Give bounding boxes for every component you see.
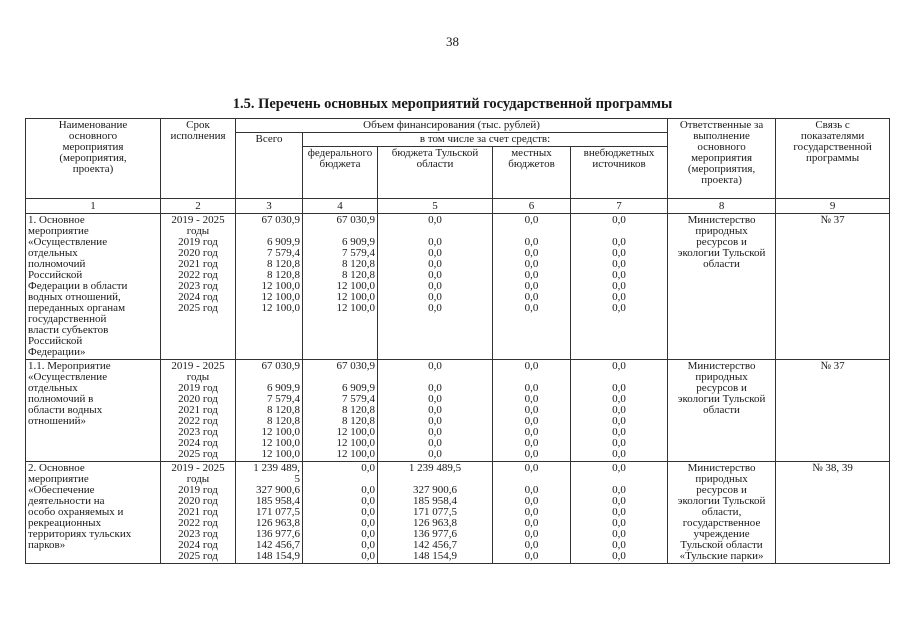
cell-line: экологии Тульской	[677, 247, 766, 259]
cell-line: 0,0	[361, 550, 375, 562]
term-cell	[161, 214, 236, 360]
cell-line: 5	[294, 473, 300, 485]
cell-line: 0,0	[428, 382, 442, 394]
header-line: (мероприятия,	[59, 152, 127, 164]
cell-line: Российской	[28, 269, 83, 281]
cell-line: 2025 год	[178, 448, 218, 460]
cell-line: ресурсов и	[696, 236, 747, 248]
cell-line: 0,0	[524, 448, 539, 460]
header-line: федерального	[307, 147, 373, 159]
cell-line: 2020 год	[178, 495, 218, 507]
cell-line: 0,0	[524, 291, 539, 303]
column-number: 7	[571, 199, 668, 214]
link-cell	[776, 462, 890, 564]
cell-line: 2023 год	[178, 528, 218, 540]
header-regional	[378, 147, 493, 199]
total-cell	[236, 214, 303, 360]
cell-line: 0,0	[612, 360, 626, 372]
cell-line: 0,0	[428, 280, 442, 292]
cell-line: 2020 год	[178, 393, 218, 405]
cell-line: 0,0	[524, 550, 539, 562]
cell-line: 0,0	[612, 269, 626, 281]
header-line: проекта)	[701, 174, 742, 186]
cell-line: 0,0	[428, 291, 442, 303]
header-line: Ответственные за	[679, 119, 764, 131]
cell-line: 0,0	[361, 506, 375, 518]
column-number: 2	[161, 199, 236, 214]
cell-line: 2025 год	[178, 302, 218, 314]
header-line: выполнение	[693, 130, 750, 142]
cell-line: 0,0	[428, 437, 442, 449]
cell-line: 0,0	[524, 382, 539, 394]
header-line: внебюджетных	[583, 147, 655, 159]
cell-line: территориях тульских	[28, 528, 132, 540]
cell-line: 2023 год	[178, 280, 218, 292]
header-funding: Объем финансирования (тыс. рублей)	[236, 119, 668, 133]
column-number: 1	[26, 199, 161, 214]
cell-line: 0,0	[612, 506, 626, 518]
responsible-cell	[668, 462, 776, 564]
cell-line: 2019 - 2025	[171, 462, 225, 474]
header-link	[776, 119, 890, 199]
cell-line: 148 154,9	[256, 550, 300, 562]
cell-line: 8 120,8	[342, 415, 375, 427]
cell-line: 0,0	[524, 214, 539, 226]
cell-line: 0,0	[612, 495, 626, 507]
cell-line: 0,0	[428, 258, 442, 270]
cell-line: Федерации в области	[28, 280, 128, 292]
cell-line: мероприятие	[28, 473, 89, 485]
cell-line: 6 909,9	[267, 236, 300, 248]
link-cell	[776, 214, 890, 360]
header-line: бюджета Тульской	[391, 147, 479, 159]
cell-line: 0,0	[612, 550, 626, 562]
header-line: проекта)	[72, 163, 114, 175]
cell-line: 0,0	[524, 426, 539, 438]
cell-line: 0,0	[612, 214, 626, 226]
cell-line: 0,0	[428, 247, 442, 259]
table-row	[26, 214, 890, 360]
cell-line: 0,0	[612, 539, 626, 551]
cell-line: 0,0	[524, 528, 539, 540]
cell-line: 2019 год	[178, 484, 218, 496]
cell-line: 0,0	[612, 393, 626, 405]
cell-line: 12 100,0	[261, 302, 300, 314]
cell-line: 67 030,9	[336, 360, 375, 372]
cell-line: 0,0	[612, 302, 626, 314]
cell-line: 2022 год	[178, 269, 218, 281]
responsible-cell	[668, 214, 776, 360]
cell-line: 8 120,8	[267, 258, 300, 270]
cell-line: 12 100,0	[261, 448, 300, 460]
cell-line: 12 100,0	[336, 437, 375, 449]
cell-line: Тульской области	[680, 539, 763, 551]
cell-line: годы	[186, 473, 210, 485]
cell-line: 6 909,9	[267, 382, 300, 394]
cell-line: 12 100,0	[336, 448, 375, 460]
federal-cell	[303, 360, 378, 462]
cell-line: 0,0	[361, 484, 375, 496]
column-number: 5	[378, 199, 493, 214]
cell-line: мероприятие	[28, 225, 89, 237]
cell-line: 126 963,8	[256, 517, 300, 529]
cell-line: «Тульские парки»	[679, 550, 764, 562]
cell-line: 0,0	[524, 280, 539, 292]
cell-line: 8 120,8	[342, 269, 375, 281]
cell-line: области водных	[28, 404, 103, 416]
header-federal	[303, 147, 378, 199]
extra-cell	[571, 360, 668, 462]
cell-line: рекреационных	[28, 517, 102, 529]
cell-line: 0,0	[612, 247, 626, 259]
cell-line: 185 958,4	[256, 495, 300, 507]
table-body	[26, 214, 890, 564]
page-number: 38	[446, 34, 459, 49]
header-total: Всего	[236, 133, 303, 199]
extra-cell	[571, 214, 668, 360]
header-local	[493, 147, 571, 199]
cell-line: ресурсов и	[696, 484, 747, 496]
responsible-cell	[668, 360, 776, 462]
cell-line: власти субъектов	[28, 324, 109, 336]
cell-line: 136 977,6	[413, 528, 457, 540]
cell-line: 12 100,0	[336, 291, 375, 303]
cell-line: Министерство	[687, 214, 756, 226]
local-cell	[493, 462, 571, 564]
header-line: мероприятия	[691, 152, 753, 164]
cell-line: 2019 год	[178, 236, 218, 248]
cell-line: 2024 год	[178, 437, 218, 449]
cell-line: деятельности на	[28, 495, 105, 507]
column-number-row	[26, 199, 890, 214]
cell-line: 8 120,8	[267, 415, 300, 427]
cell-line: 0,0	[428, 214, 442, 226]
cell-line: 0,0	[428, 448, 442, 460]
cell-line: 12 100,0	[336, 280, 375, 292]
cell-line: годы	[186, 371, 210, 383]
cell-line: 0,0	[524, 484, 539, 496]
header-line: Наименование	[58, 119, 128, 131]
cell-line: 0,0	[612, 448, 626, 460]
cell-line: 0,0	[524, 247, 539, 259]
total-cell	[236, 360, 303, 462]
header-extra	[571, 147, 668, 199]
total-cell	[236, 462, 303, 564]
cell-line: 0,0	[612, 291, 626, 303]
cell-line: «Обеспечение	[28, 484, 95, 496]
cell-line: 0,0	[428, 236, 442, 248]
column-number: 9	[776, 199, 890, 214]
link-cell	[776, 360, 890, 462]
column-number: 3	[236, 199, 303, 214]
cell-line: Российской	[28, 335, 83, 347]
cell-line: 327 900,6	[413, 484, 457, 496]
cell-line: 0,0	[524, 506, 539, 518]
cell-line: 185 958,4	[413, 495, 457, 507]
cell-line: экологии Тульской	[677, 393, 766, 405]
cell-line: 2. Основное	[28, 462, 85, 474]
cell-line: 0,0	[524, 539, 539, 551]
cell-line: 0,0	[361, 462, 375, 474]
local-cell	[493, 214, 571, 360]
cell-line: 327 900,6	[256, 484, 300, 496]
federal-cell	[303, 214, 378, 360]
cell-line: 12 100,0	[336, 302, 375, 314]
cell-line: водных отношений,	[28, 291, 121, 303]
cell-line: 2021 год	[178, 506, 218, 518]
cell-line: Министерство	[687, 462, 756, 474]
cell-line: отдельных	[28, 382, 78, 394]
cell-line: государственное	[682, 517, 761, 529]
cell-line: 0,0	[361, 517, 375, 529]
cell-line: области	[703, 404, 740, 416]
cell-line: 0,0	[361, 495, 375, 507]
header-line: местных	[511, 147, 552, 159]
cell-line: 12 100,0	[261, 437, 300, 449]
cell-line: 0,0	[524, 360, 539, 372]
extra-cell	[571, 462, 668, 564]
cell-line: 2019 год	[178, 382, 218, 394]
cell-line: 2021 год	[178, 404, 218, 416]
cell-line: 7 579,4	[267, 247, 300, 259]
cell-line: 2021 год	[178, 258, 218, 270]
header-line: бюджетов	[508, 158, 555, 170]
header-term	[161, 119, 236, 199]
local-cell	[493, 360, 571, 462]
header-line: основного	[697, 141, 746, 153]
cell-line: 0,0	[524, 415, 539, 427]
cell-line: 2023 год	[178, 426, 218, 438]
cell-line: 2020 год	[178, 247, 218, 259]
column-number: 4	[303, 199, 378, 214]
term-cell	[161, 360, 236, 462]
cell-line: 0,0	[428, 404, 442, 416]
cell-line: 8 120,8	[342, 404, 375, 416]
cell-line: 171 077,5	[256, 506, 300, 518]
cell-line: 0,0	[524, 393, 539, 405]
regional-cell	[378, 462, 493, 564]
cell-line: 0,0	[612, 462, 626, 474]
cell-line: отношений»	[28, 415, 87, 427]
cell-line: 0,0	[612, 280, 626, 292]
cell-line: парков»	[28, 539, 66, 551]
cell-line: 6 909,9	[342, 382, 375, 394]
cell-line: 2019 - 2025	[171, 360, 225, 372]
cell-line: 0,0	[612, 404, 626, 416]
cell-line: области,	[701, 506, 742, 518]
activity-name	[26, 214, 161, 360]
header-line: Срок	[186, 119, 210, 131]
cell-line: 0,0	[612, 258, 626, 270]
header-line: программы	[806, 152, 860, 164]
column-number: 6	[493, 199, 571, 214]
cell-line: 8 120,8	[267, 269, 300, 281]
cell-line: 142 456,7	[413, 539, 457, 551]
cell-line: 2022 год	[178, 517, 218, 529]
cell-line: годы	[186, 225, 210, 237]
cell-line: 0,0	[428, 269, 442, 281]
cell-line: полномочий	[28, 258, 86, 270]
cell-line: 0,0	[524, 404, 539, 416]
cell-line: № 37	[820, 214, 845, 226]
cell-line: государственной	[28, 313, 107, 325]
cell-line: 12 100,0	[261, 280, 300, 292]
cell-line: 0,0	[524, 269, 539, 281]
cell-line: Федерации»	[28, 346, 86, 358]
cell-line: природных	[695, 371, 748, 383]
cell-line: 67 030,9	[336, 214, 375, 226]
cell-line: 1 239 489,5	[408, 462, 462, 474]
header-line: Связь с	[815, 119, 850, 131]
header-line: источников	[592, 158, 646, 170]
cell-line: 12 100,0	[261, 291, 300, 303]
cell-line: 0,0	[612, 415, 626, 427]
cell-line: области	[703, 258, 740, 270]
table-row	[26, 360, 890, 462]
cell-line: 0,0	[524, 495, 539, 507]
cell-line: 0,0	[612, 426, 626, 438]
cell-line: 0,0	[524, 258, 539, 270]
cell-line: 7 579,4	[267, 393, 300, 405]
header-line: области	[416, 158, 454, 170]
cell-line: 0,0	[361, 539, 375, 551]
cell-line: полномочий в	[28, 393, 94, 405]
cell-line: 0,0	[612, 517, 626, 529]
cell-line: № 37	[820, 360, 845, 372]
cell-line: экологии Тульской	[677, 495, 766, 507]
cell-line: Министерство	[687, 360, 756, 372]
cell-line: учреждение	[693, 528, 750, 540]
header-line: бюджета	[319, 158, 361, 170]
cell-line: 7 579,4	[342, 393, 375, 405]
cell-line: 0,0	[524, 302, 539, 314]
cell-line: 2024 год	[178, 291, 218, 303]
cell-line: 171 077,5	[413, 506, 457, 518]
table-row	[26, 462, 890, 564]
cell-line: 1.1. Мероприятие	[28, 360, 111, 372]
cell-line: 136 977,6	[256, 528, 300, 540]
cell-line: 0,0	[612, 382, 626, 394]
cell-line: 2025 год	[178, 550, 218, 562]
cell-line: «Осуществление	[28, 236, 108, 248]
activity-name	[26, 462, 161, 564]
cell-line: 1. Основное	[28, 214, 85, 226]
regional-cell	[378, 360, 493, 462]
term-cell	[161, 462, 236, 564]
cell-line: 6 909,9	[342, 236, 375, 248]
header-including: в том числе за счет средств:	[303, 133, 668, 147]
header-name	[26, 119, 161, 199]
cell-line: 8 120,8	[342, 258, 375, 270]
header-line: основного	[68, 130, 118, 142]
cell-line: 67 030,9	[261, 214, 300, 226]
cell-line: 0,0	[524, 462, 539, 474]
cell-line: 0,0	[612, 484, 626, 496]
cell-line: ресурсов и	[696, 382, 747, 394]
header-row-1	[26, 119, 890, 133]
cell-line: природных	[695, 473, 748, 485]
cell-line: 148 154,9	[413, 550, 457, 562]
cell-line: 8 120,8	[267, 404, 300, 416]
cell-line: 0,0	[612, 236, 626, 248]
header-line: (мероприятия,	[687, 163, 756, 175]
cell-line: природных	[695, 225, 748, 237]
cell-line: 7 579,4	[342, 247, 375, 259]
cell-line: 2022 год	[178, 415, 218, 427]
cell-line: отдельных	[28, 247, 78, 259]
regional-cell	[378, 214, 493, 360]
cell-line: № 38, 39	[812, 462, 853, 474]
cell-line: 126 963,8	[413, 517, 457, 529]
activity-name	[26, 360, 161, 462]
cell-line: 2024 год	[178, 539, 218, 551]
header-line: государственной	[793, 141, 872, 153]
header-line: исполнения	[170, 130, 226, 142]
cell-line: 0,0	[361, 528, 375, 540]
cell-line: переданных органам	[28, 302, 126, 314]
cell-line: 12 100,0	[336, 426, 375, 438]
cell-line: 1 239 489,	[253, 462, 300, 474]
federal-cell	[303, 462, 378, 564]
header-line: показателями	[800, 130, 865, 142]
cell-line: особо охраняемых и	[28, 506, 124, 518]
cell-line: 0,0	[524, 517, 539, 529]
cell-line: 67 030,9	[261, 360, 300, 372]
cell-line: 0,0	[428, 302, 442, 314]
cell-line: 0,0	[524, 236, 539, 248]
cell-line: 0,0	[428, 415, 442, 427]
column-number: 8	[668, 199, 776, 214]
cell-line: 12 100,0	[261, 426, 300, 438]
cell-line: 0,0	[428, 393, 442, 405]
cell-line: 0,0	[612, 437, 626, 449]
header-responsible	[668, 119, 776, 199]
cell-line: 0,0	[612, 528, 626, 540]
cell-line: 0,0	[428, 360, 442, 372]
cell-line: 2019 - 2025	[171, 214, 225, 226]
cell-line: «Осуществление	[28, 371, 108, 383]
cell-line: 0,0	[428, 426, 442, 438]
cell-line: 0,0	[524, 437, 539, 449]
cell-line: 142 456,7	[256, 539, 300, 551]
document-title: 1.5. Перечень основных мероприятий государственной программы	[232, 96, 673, 112]
header-line: мероприятия	[62, 141, 124, 153]
program-activities-table	[25, 118, 890, 564]
